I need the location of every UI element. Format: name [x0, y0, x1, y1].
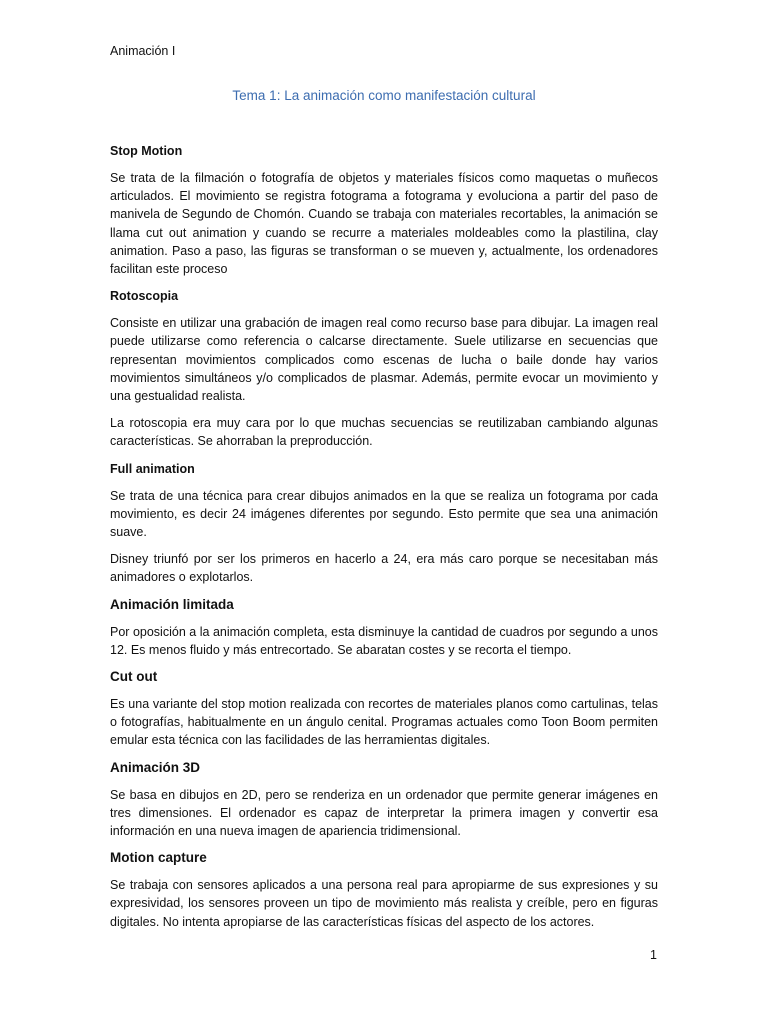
section-paragraph: Se trata de una técnica para crear dibujos animados en la que se realiza un fotograma por cada movimiento, es decir 24 imágenes diferentes por segundo. Esto permite que sea una animación suave. [110, 488, 658, 540]
section-full-animation [110, 460, 658, 587]
section-paragraph: La rotoscopia era muy cara por lo que muchas secuencias se reutilizaban cambiando algunas características. Se ahorraban la preproducción. [110, 416, 658, 449]
section-paragraph: Por oposición a la animación completa, esta disminuye la cantidad de cuadros por segundo a unos 12. Es menos fluido y más entrecortado. Se abaratan costes y se recorta el tiempo. [110, 624, 658, 657]
document-title: Tema 1: La animación como manifestación cultural [232, 88, 536, 103]
section-heading: Animación 3D [110, 759, 201, 775]
header-title: Animación I [110, 44, 176, 58]
section-rotoscopia [110, 287, 658, 450]
section-paragraph: Consiste en utilizar una grabación de imagen real como recurso base para dibujar. La imagen real puede utilizarse como referencia o calcarse directamente. Suele utilizarse en secuencias que representan movimientos complicados como escenas de lucha o baile donde hay varios movimientos simultáneos y/o complicados de plasmar. Además, permite evocar un movimiento y una gestualidad realista. [110, 316, 658, 404]
section-heading: Cut out [110, 669, 158, 685]
section-animacion-limitada [110, 596, 658, 659]
section-heading: Stop Motion [110, 144, 183, 158]
section-heading: Motion capture [110, 850, 207, 866]
section-heading: Animación limitada [110, 596, 234, 612]
section-paragraph: Se basa en dibujos en 2D, pero se renderiza en un ordenador que permite generar imágenes en tres dimensiones. El ordenador es capaz de interpretar la primera imagen y convertir esa información en una nueva imagen de apariencia tridimensional. [110, 787, 658, 839]
section-paragraph: Disney triunfó por ser los primeros en hacerlo a 24, era más caro porque se necesitaban más animadores o explotarlos. [110, 552, 658, 585]
section-stop-motion [110, 142, 658, 278]
section-motion-capture [110, 849, 658, 931]
section-paragraph: Es una variante del stop motion realizada con recortes de materiales planos como cartulinas, telas o fotografías, habitualmente en un ángulo cenital. Programas actuales como Toon Boom permiten emular esta técnica con las facilidades de las herramientas digitales. [110, 697, 658, 748]
document-body [110, 142, 658, 940]
page-number: 1 [650, 948, 657, 962]
section-paragraph: Se trabaja con sensores aplicados a una persona real para apropiarme de sus expresiones y su expresividad, los sensores proveen un tipo de movimiento más realista y creíble, pero en figuras digitales. No intenta apropiarse de las características físicas del aspecto de los actores. [110, 878, 658, 929]
section-heading: Full animation [110, 461, 195, 476]
section-heading: Rotoscopia [110, 289, 179, 304]
section-animacion-3d [110, 759, 658, 841]
section-paragraph: Se trata de la filmación o fotografía de objetos y materiales físicos como maquetas o muñecos articulados. El movimiento se registra fotograma a fotograma y evoluciona a partir del paso de manivela de Segundo de Chomón. Cuando se trabaja con materiales recortables, la animación se llama cut out animation y cuando se recurre a materiales moldeables como la plastilina, clay animation. Paso a paso, las figuras se transforman o se mueven y, actualmente, los ordenadores facilitan este proceso [110, 171, 658, 277]
section-cut-out [110, 668, 658, 750]
